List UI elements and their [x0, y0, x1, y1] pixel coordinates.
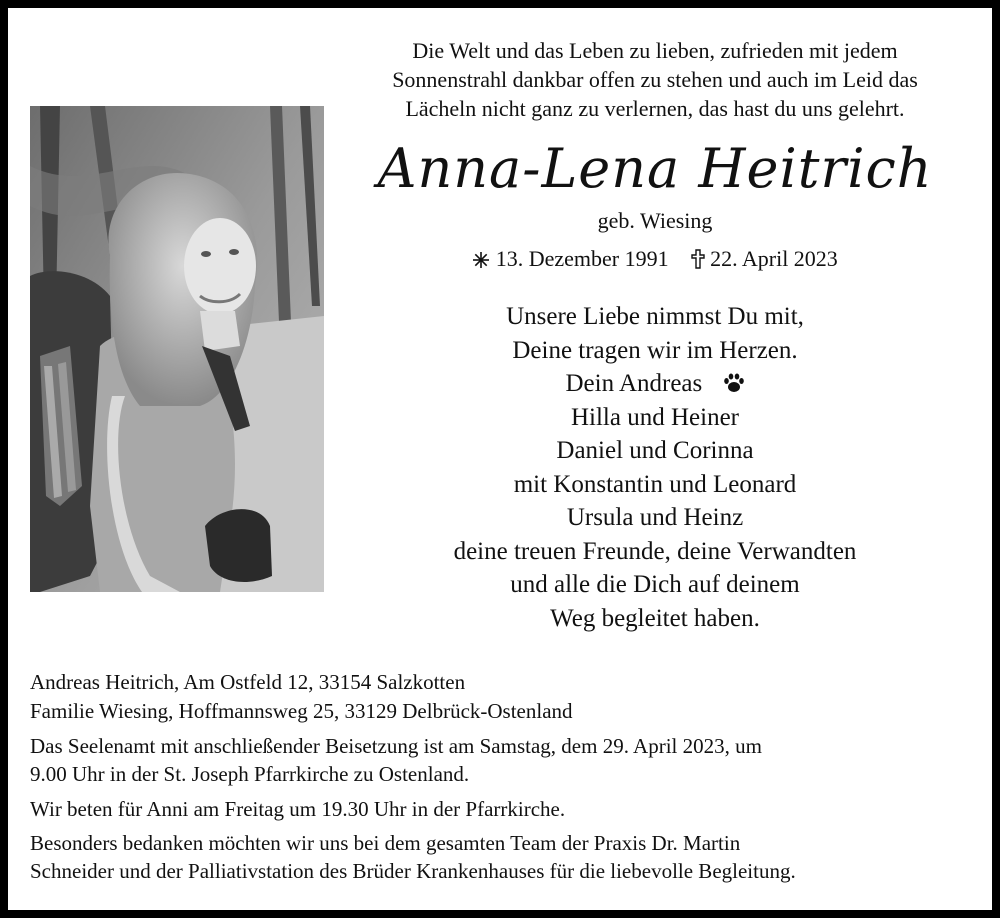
poem: [340, 36, 970, 123]
signatory-line: mit Konstantin und Leonard: [513, 470, 797, 498]
deceased-name: Anna-Lena Heitrich: [377, 137, 933, 200]
signatory-line: Hilla und Heiner: [570, 403, 739, 431]
signatory-name: Dein Andreas: [565, 370, 703, 397]
address-line: Andreas Heitrich, Am Ostfeld 12, 33154 Salzkotten: [30, 670, 466, 694]
signatory-line: Weg begleitet haben.: [550, 604, 760, 632]
message-line: Unsere Liebe nimmst Du mit,: [506, 303, 804, 330]
prayer-info: Wir beten für Anni am Freitag um 19.30 Uhr in der Pfarrkirche.: [30, 797, 566, 821]
signatory-line: [340, 367, 970, 401]
cross-icon: [691, 246, 711, 271]
birth-date: 13. Dezember 1991: [495, 246, 669, 271]
death-date: 22. April 2023: [710, 246, 838, 271]
thanks-line: Besonders bedanken möchten wir uns bei dem gesamten Team der Praxis Dr. Martin: [30, 831, 741, 855]
portrait-photo: [30, 106, 324, 592]
poem-line: Sonnenstrahl dankbar offen zu stehen und auch im Leid das: [392, 67, 918, 92]
condolence-message: [340, 300, 970, 635]
signatory-line: und alle die Dich auf deinem: [510, 571, 800, 598]
signatory-line: Daniel und Corinna: [556, 437, 754, 464]
funeral-info-line: Das Seelenamt mit anschließender Beisetzung ist am Samstag, dem 29. April 2023, um: [30, 734, 762, 758]
asterisk-star-icon: [472, 246, 496, 271]
signatory-line: Ursula und Heinz: [566, 504, 744, 531]
poem-line: Die Welt und das Leben zu lieben, zufrieden mit jedem: [412, 38, 898, 63]
paw-print-icon: [723, 370, 745, 397]
life-dates: [340, 244, 970, 274]
thanks-line: Schneider und der Palliativstation des Brüder Krankenhauses für die liebevolle Begleitung.: [30, 859, 796, 883]
birth-name: geb. Wiesing: [597, 208, 713, 233]
address-line: Familie Wiesing, Hoffmannsweg 25, 33129 Delbrück-Ostenland: [30, 699, 573, 723]
message-line: Deine tragen wir im Herzen.: [512, 336, 798, 364]
signatory-line: deine treuen Freunde, deine Verwandten: [453, 537, 857, 565]
poem-line: Lächeln nicht ganz zu verlernen, das hast du uns gelehrt.: [405, 96, 905, 121]
funeral-info-line: 9.00 Uhr in der St. Joseph Pfarrkirche zu Ostenland.: [30, 762, 470, 786]
